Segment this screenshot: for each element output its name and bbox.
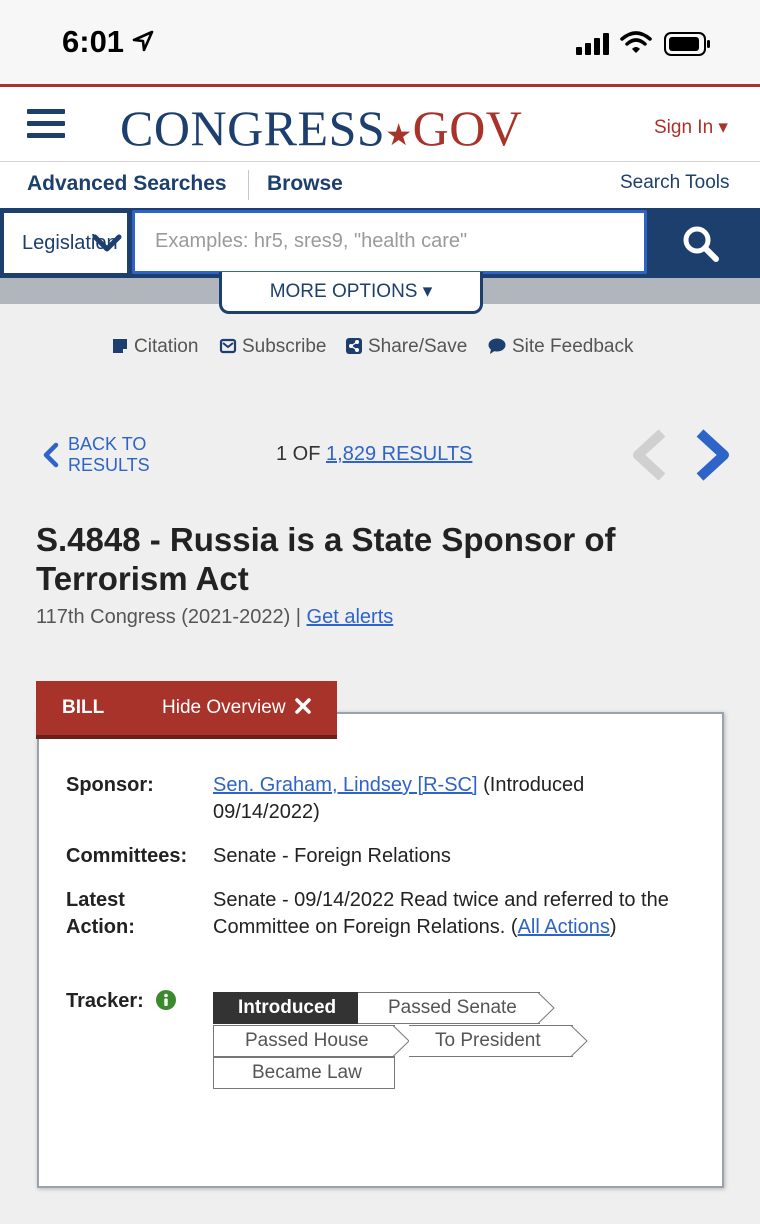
- chevron-left-icon: [42, 442, 60, 468]
- search-tools-link[interactable]: Search Tools: [620, 172, 730, 193]
- committees-label: Committees:: [66, 845, 188, 867]
- back-to-results-link[interactable]: [42, 434, 182, 476]
- close-icon[interactable]: [294, 697, 312, 715]
- tracker-step-passed-house: Passed House: [213, 1025, 395, 1057]
- sign-in-button[interactable]: Sign In ▾: [654, 117, 728, 138]
- tracker-step-arrow: [571, 1025, 589, 1057]
- battery-icon: [664, 32, 712, 56]
- sponsor-value: Sen. Graham, Lindsey [R-SC] (Introduced 09/14/2022): [213, 774, 585, 823]
- tracker-step-became-law: Became Law: [213, 1057, 395, 1089]
- tracker-step-introduced: Introduced: [213, 992, 361, 1024]
- bill-title: S.4848 - Russia is a State Sponsor of Terrorism Act: [36, 521, 616, 597]
- committees-value: Senate - Foreign Relations: [213, 845, 451, 867]
- share-save-link[interactable]: Share/Save: [346, 336, 467, 358]
- envelope-icon: [220, 338, 236, 354]
- bill-tab: [36, 681, 337, 739]
- search-button[interactable]: [652, 208, 760, 278]
- search-input[interactable]: [155, 213, 635, 269]
- previous-result-icon[interactable]: [630, 428, 670, 482]
- congress-gov-logo[interactable]: CONGRESS★GOV: [120, 100, 523, 156]
- sponsor-link[interactable]: Sen. Graham, Lindsey [R-SC]: [213, 774, 478, 796]
- tracker-label: Tracker:: [66, 990, 144, 1012]
- hamburger-menu-icon[interactable]: [27, 109, 65, 139]
- latest-action-value: Senate - 09/14/2022 Read twice and referred to the Committee on Foreign Relations. (All Actions): [213, 889, 669, 938]
- search-icon: [682, 225, 722, 263]
- results-count: 1 OF 1,829 RESULTS: [276, 443, 473, 465]
- citation-icon: [112, 338, 128, 354]
- tracker-step-arrow: [538, 992, 556, 1024]
- more-options-button[interactable]: MORE OPTIONS ▾: [219, 272, 483, 314]
- subscribe-link[interactable]: Subscribe: [220, 336, 327, 358]
- share-icon: [346, 338, 362, 354]
- search-input-wrapper: [132, 210, 647, 274]
- page-tools: [0, 334, 760, 362]
- all-actions-link[interactable]: All Actions: [517, 916, 610, 938]
- browse-link[interactable]: Browse: [267, 172, 343, 195]
- back-to-results-label: BACK TO RESULTS: [68, 434, 150, 475]
- search-scope-select[interactable]: [4, 213, 127, 273]
- status-bar: [0, 0, 760, 84]
- total-results-link[interactable]: 1,829 RESULTS: [326, 443, 473, 465]
- location-arrow-icon: [132, 30, 154, 52]
- chevron-down-icon: [92, 233, 122, 253]
- site-header: [0, 84, 760, 162]
- site-feedback-link[interactable]: Site Feedback: [488, 336, 633, 358]
- citation-link[interactable]: Citation: [112, 336, 198, 358]
- tracker-step-passed-senate: Passed Senate: [358, 992, 540, 1024]
- sponsor-label: Sponsor:: [66, 774, 154, 796]
- hide-overview-button[interactable]: Hide Overview: [162, 697, 286, 718]
- nav-divider: [248, 170, 249, 200]
- tracker-step-to-president: To President: [409, 1025, 573, 1057]
- info-icon[interactable]: [156, 990, 176, 1010]
- latest-action-label: Latest Action:: [66, 889, 135, 938]
- cell-signal-icon: [576, 33, 612, 55]
- advanced-searches-link[interactable]: Advanced Searches: [27, 172, 227, 195]
- bill-tab-label: BILL: [62, 697, 105, 718]
- status-time: 6:01: [62, 24, 125, 59]
- get-alerts-link[interactable]: Get alerts: [306, 606, 394, 628]
- next-result-icon[interactable]: [692, 428, 732, 482]
- wifi-icon: [620, 31, 652, 55]
- search-scope-value: Legislation: [22, 232, 118, 254]
- nav-row: [0, 162, 760, 208]
- speech-bubble-icon: [488, 338, 506, 354]
- congress-session: 117th Congress (2021-2022) | Get alerts: [36, 606, 394, 628]
